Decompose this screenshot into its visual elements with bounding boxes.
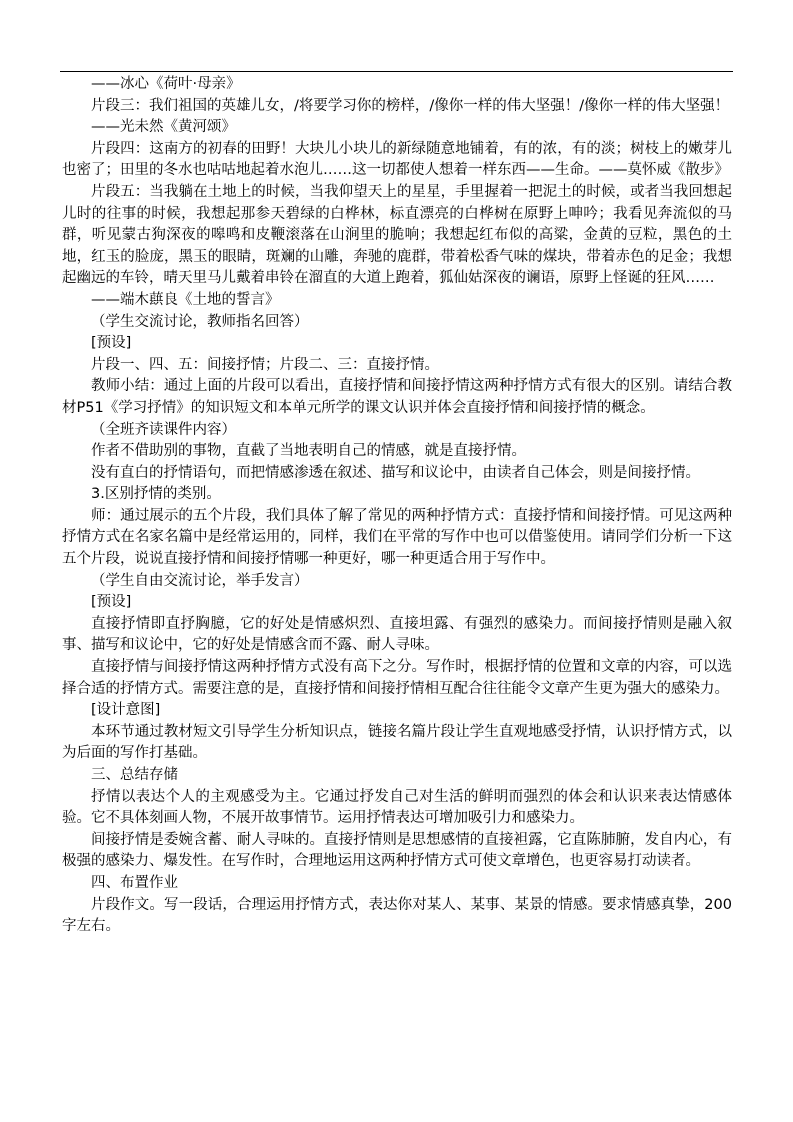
free-discussion-note: （学生自由交流讨论，举手发言） — [91, 572, 309, 589]
homework-heading: 四、布置作业 — [91, 874, 178, 891]
summary-text-2: 间接抒情是委婉含蓄、耐人寻味的。直接抒情则是思想感情的直接袒露，它直陈肺腑，发自内心，有极强的感染力、爆发性。在写作时，合理地运用这两种抒情方式可使文章增色，也更容易打动读者。 — [62, 831, 732, 870]
indirect-definition: 没有直白的抒情语句，而把情感渗透在叙述、描写和议论中，由读者自己体会，则是间接抒情。 — [91, 464, 700, 481]
excerpt-5: 片段五：当我躺在土地上的时候，当我仰望天上的星星，手里握着一把泥土的时候，或者当我回想起儿时的往事的时候，我想起那参天碧绿的白桦林，标直漂亮的白桦树在原野上呻吟；我看见奔流似的马群，听见蒙古狗深夜的嗥鸣和皮鞭滚落在山涧里的脆响；我想起红布似的高粱，金黄的豆粒，黑色的土地，红玉的脸庞，黑玉的眼睛，斑斓的山雕，奔驰的鹿群，带着松香气味的煤块，带着赤色的足金；我想起幽远的车铃，晴天里马儿戴着串铃在溜直的大道上跑着，狐仙姑深夜的谰语，原野上怪诞的狂风…… — [62, 183, 732, 287]
homework-text: 片段作文。写一段话，合理运用抒情方式，表达你对某人、某事、某景的情感。要求情感真挚，200字左右。 — [62, 896, 732, 935]
attribution-duanmu: ——端木蕻良《土地的誓言》 — [91, 291, 280, 308]
attribution-guangweiran: ——光未然《黄河颂》 — [91, 119, 236, 136]
excerpt-3: 片段三：我们祖国的英雄儿女，/将要学习你的榜样，/像你一样的伟大坚强！/像你一样的伟大坚强！ — [91, 97, 730, 114]
summary-text-1: 抒情以表达个人的主观感受为主。它通过抒发自己对生活的鲜明而强烈的体会和认识来表达情感体验。它不具体刻画人物，不展开故事情节。运用抒情表达可增加吸引力和感染力。 — [62, 788, 732, 827]
preset-label: [预设] — [91, 335, 132, 352]
excerpt-4: 片段四：这南方的初春的田野！大块儿小块儿的新绿随意地铺着，有的浓，有的淡；树枝上的嫩芽儿也密了；田里的冬水也咕咕地起着水泡儿……这一切都使人想着一样东西——生命。——莫怀威《散步》 — [62, 140, 732, 179]
preset-comparison: 直接抒情即直抒胸臆，它的好处是情感炽烈、直接坦露、有强烈的感染力。而间接抒情则是融入叙事、描写和议论中，它的好处是情感含而不露、耐人寻味。 — [62, 615, 732, 654]
teacher-question: 师：通过展示的五个片段，我们具体了解了常见的两种抒情方式：直接抒情和间接抒情。可见这两种抒情方式在名家名篇中是经常运用的，同样，我们在平常的写作中也可以借鉴使用。请同学们分析一下这五个片段，说说直接抒情和间接抒情哪一种更好，哪一种更适合用于写作中。 — [62, 507, 732, 568]
class-reading-note: （全班齐读课件内容） — [91, 421, 236, 438]
document-body — [62, 74, 732, 938]
direct-definition: 作者不借助别的事物，直截了当地表明自己的情感，就是直接抒情。 — [91, 443, 526, 460]
summary-heading: 三、总结存储 — [91, 767, 178, 783]
teacher-summary: 教师小结：通过上面的片段可以看出，直接抒情和间接抒情这两种抒情方式有很大的区别。请结合教材P51《学习抒情》的知识短文和本单元所学的课文认识并体会直接抒情和间接抒情的概念。 — [62, 378, 732, 416]
preset-answer: 片段一、四、五：间接抒情；片段二、三：直接抒情。 — [91, 356, 439, 373]
discussion-note: （学生交流讨论，教师指名回答） — [91, 313, 309, 330]
preset-conclusion: 直接抒情与间接抒情这两种抒情方式没有高下之分。写作时，根据抒情的位置和文章的内容，可以选择合适的抒情方式。需要注意的是，直接抒情和间接抒情相互配合往往能令文章产生更为强大的感染力。 — [62, 659, 732, 697]
design-intent-label: [设计意图] — [91, 702, 161, 719]
section-3-heading: 3.区别抒情的类别。 — [91, 486, 221, 503]
preset-label-2: [预设] — [91, 594, 132, 611]
design-intent-text: 本环节通过教材短文引导学生分析知识点，链接名篇片段让学生直观地感受抒情，认识抒情方式，以为后面的写作打基础。 — [62, 723, 732, 762]
header-rule — [60, 71, 733, 72]
attribution-bingxin: ——冰心《荷叶·母亲》 — [91, 76, 241, 92]
